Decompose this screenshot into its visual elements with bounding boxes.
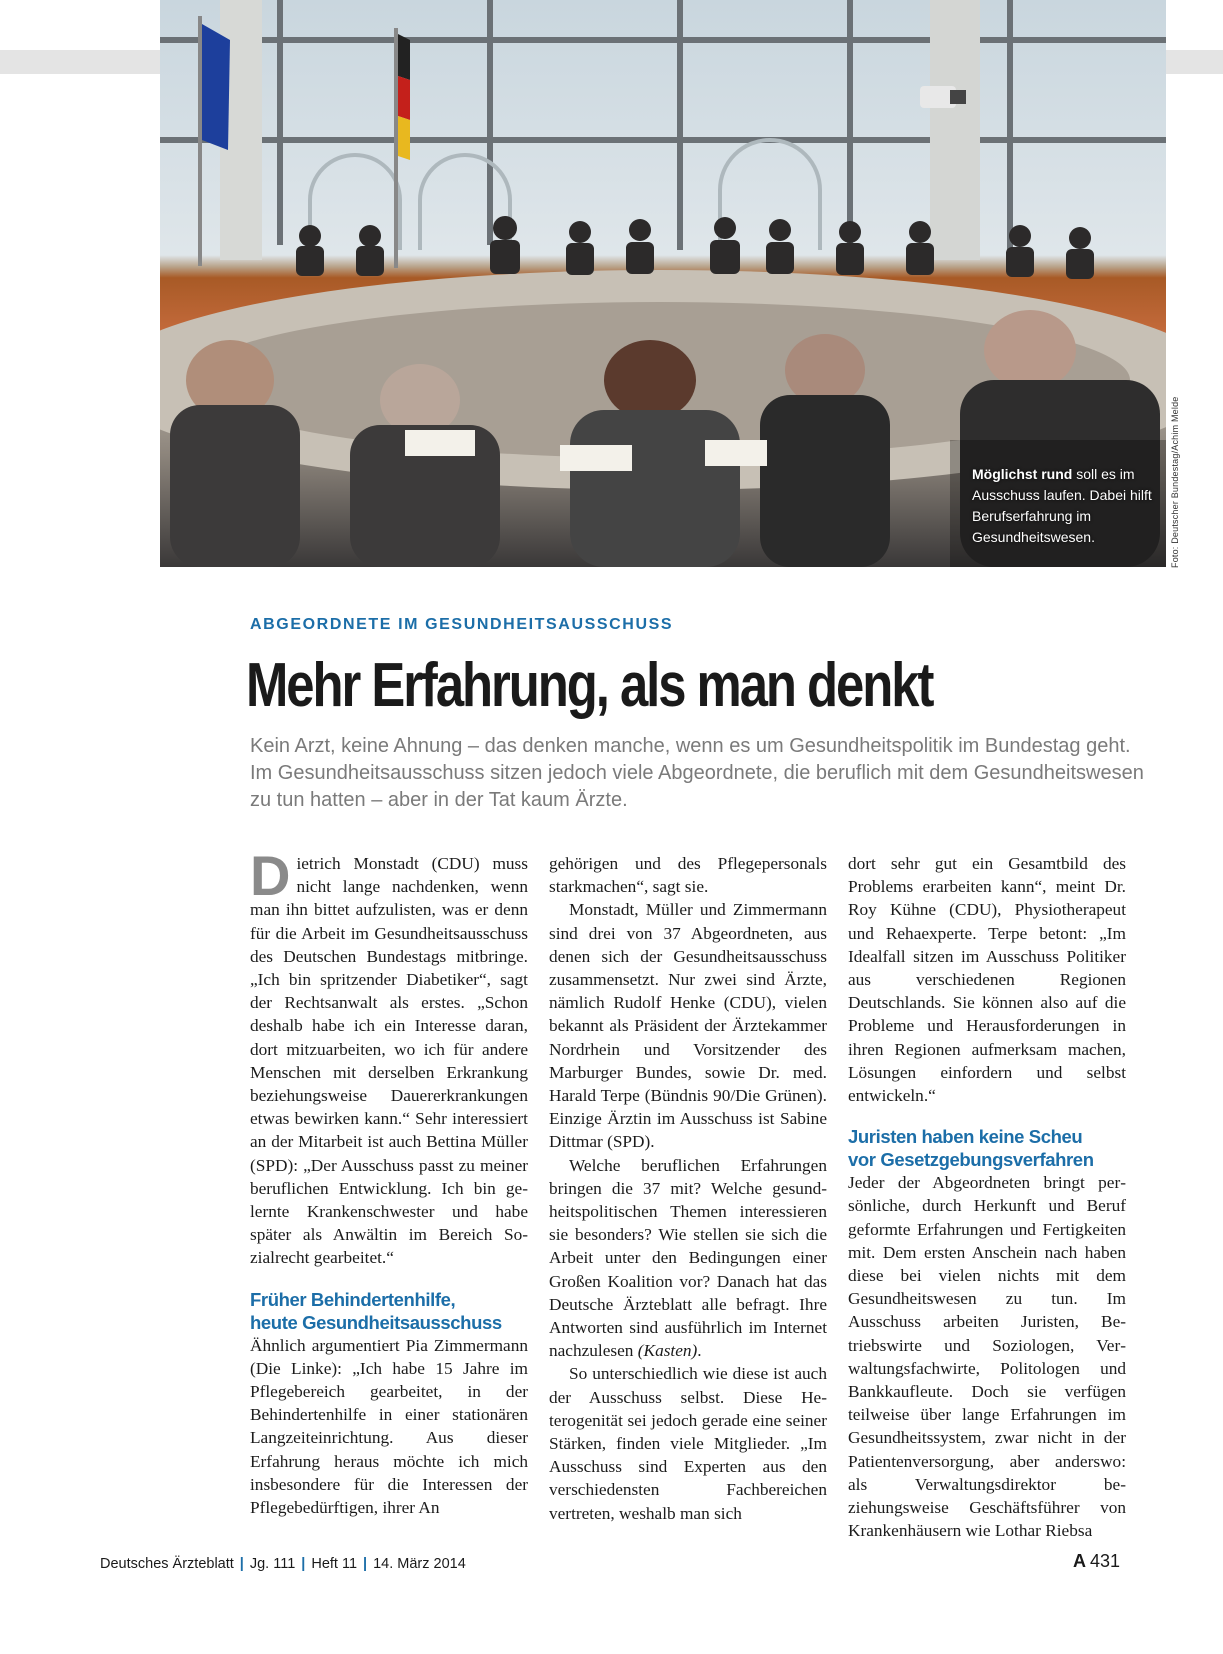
article-column-2 <box>549 852 827 1525</box>
separator: | <box>301 1556 306 1572</box>
paragraph-text: Welche beruflichen Erfahrungen bringen die 37 mit? Welche gesundheitspolitischen Themen interessieren sie besonders? Wie stellen sie sich die Arbeit unter den Bedingungen einer Großen Koalition vor? Danach hat das Deutsche Ärzteblatt alle befragt. Ihre Antworten sind ausführlich im Internet nachzulesen <box>549 1155 827 1361</box>
photo-caption <box>972 464 1152 548</box>
subheading-line: heute Gesundheitsausschuss <box>250 1311 502 1333</box>
caption-bold: Möglichst rund <box>972 466 1073 482</box>
subheading <box>250 1288 528 1334</box>
page-number <box>1073 1551 1120 1572</box>
article-column-3 <box>848 852 1126 1542</box>
issue: Heft 11 <box>311 1556 358 1572</box>
paragraph: So unterschiedlich wie diese ist auch der Ausschuss selbst. Diese Heterogenität sei jedoch gerade eine seiner Stärken, finden viele Mitglieder. „Im Ausschuss sind Experten aus den verschiedensten Fachbereichen vertreten, weshalb man sich <box>549 1364 827 1523</box>
subheading-line: vor Gesetzgebungsverfahren <box>848 1149 1094 1171</box>
footer-citation <box>100 1556 466 1572</box>
paragraph: Jeder der Abgeordneten bringt persönliche, durch Herkunft und Beruf geformte Erfahrungen und Fertigkeiten mit. Dem ersten Anschein nach haben diese bei vielen nichts mit dem Gesundheitswesen zu tun. Im Ausschuss arbeiten Juristen, Betriebswirte und Soziologen, Verwaltungsfachwirte, Politologen und Bankkaufleute. Doch sie verfügen teilweise über lange Erfahrungen im Gesundheitssystem, zwar nicht in der Patientenversorgung, aber anderswo: als Verwaltungsdirektor beziehungsweise Geschäftsführer von Krankenhäusern wie Lothar Riebsa <box>848 1173 1126 1541</box>
caption-text: soll es im Ausschuss laufen. Dabei hilft Berufserfahrung im Gesundheitswesen. <box>972 466 1152 545</box>
volume: Jg. 111 <box>249 1556 296 1572</box>
issue-date: 14. März 2014 <box>373 1556 466 1572</box>
headline: Mehr Erfahrung, als man denkt <box>246 651 933 720</box>
paragraph: ietrich Monstadt (CDU) muss nicht lange nachdenken, wenn man ihn bittet aufzulisten, was er denn für die Arbeit im Gesundheitsausschuss des Deutschen Bundestags mitbringe. „Ich bin spritzender Diabetiker“, sagt der Rechtsanwalt als erstes. „Schon deshalb habe ich ein Interesse daran, dort mitzuarbeiten, wo ich für andere Menschen mit derselben Erkrankung beziehungsweise Dauererkrankungen etwas bewirken kann.“ Sehr interessiert an der Mitarbeit ist auch Bettina Müller (SPD): „Der Ausschuss passt zu meiner beruflichen Entwicklung. Ich bin gelernte Krankenschwester und habe später als Anwältin im Bereich Sozialrecht gearbeitet.“ <box>250 854 528 1268</box>
page-prefix: A <box>1072 1551 1086 1571</box>
kasten-reference: (Kasten) <box>637 1341 698 1361</box>
kicker: ABGEORDNETE IM GESUNDHEITSAUSSCHUSS <box>250 616 674 633</box>
lead-paragraph: Kein Arzt, keine Ahnung – das denken manche, wenn es um Gesundheitspolitik im Bundestag geht. Im Gesundheitsausschuss sitzen jedoch viele Abgeordnete, die beruflich mit dem Gesundheitswesen zu tun hatten – aber in der Tat kaum Ärzte. <box>250 735 1144 811</box>
paragraph: Monstadt, Müller und Zimmermann sind drei von 37 Abgeordneten, aus denen sich der Gesundheitsausschuss zusammensetzt. Nur zwei sind Ärzte, nämlich Rudolf Henke (CDU), vielen bekannt als Präsident der Ärztekammer Nordrhein und Vorsitzender des Marburger Bundes, sowie Dr. med. Harald Terpe (Bündnis 90/Die Grünen). Einzige Ärztin im Ausschuss ist Sabine Dittmar (SPD). <box>549 900 827 1152</box>
paragraph: gehörigen und des Pflegepersonals starkmachen“, sagt sie. <box>549 854 827 897</box>
paragraph: dort sehr gut ein Gesamtbild des Problems erarbeiten kann“, meint Dr. Roy Kühne (CDU), Physiotherapeut und Rehaexperte. Terpe betont: „Im Idealfall sitzen im Ausschuss Politiker aus verschiedenen Regionen Deutschlands. Sie können also auf die Probleme und Herausforderungen in ihren Regionen aufmerksam machen, Lösungen einfordern und selbst entwickeln.“ <box>848 854 1126 1106</box>
separator: | <box>363 1556 368 1572</box>
article-column-1 <box>250 844 528 1519</box>
photo-credit: Foto: Deutscher Bundestag/Achim Melde <box>1170 396 1180 568</box>
drop-cap: D <box>250 844 291 907</box>
paragraph: Ähnlich argumentiert Pia Zimmermann (Die Linke): „Ich habe 15 Jahre im Pflegebereich gearbeitet, in der Behindertenhilfe in einer stationären Langzeiteinrichtung. Aus dieser Erfahrung heraus möchte ich mich insbesondere für die Interessen der Pflegebedürftigen, ihrer An <box>250 1335 528 1518</box>
publication-name: Deutsches Ärzteblatt <box>100 1556 234 1572</box>
subheading-line: Juristen haben keine Scheu <box>848 1126 1083 1148</box>
subheading <box>848 1125 1126 1171</box>
paragraph: Welche beruflichen Erfahrungen bringen die 37 mit? Welche gesundheitspolitischen Themen interessieren sie besonders? Wie stellen sie sich die Arbeit unter den Bedingungen einer Großen Koalition vor? Danach hat das Deutsche Ärzteblatt alle befragt. Ihre Antworten sind ausführlich im Internet nachzulesen (Kasten). <box>549 1155 827 1361</box>
separator: | <box>239 1556 244 1572</box>
subheading-line: Früher Behindertenhilfe, <box>250 1288 456 1310</box>
page-number-value: 431 <box>1089 1551 1120 1571</box>
